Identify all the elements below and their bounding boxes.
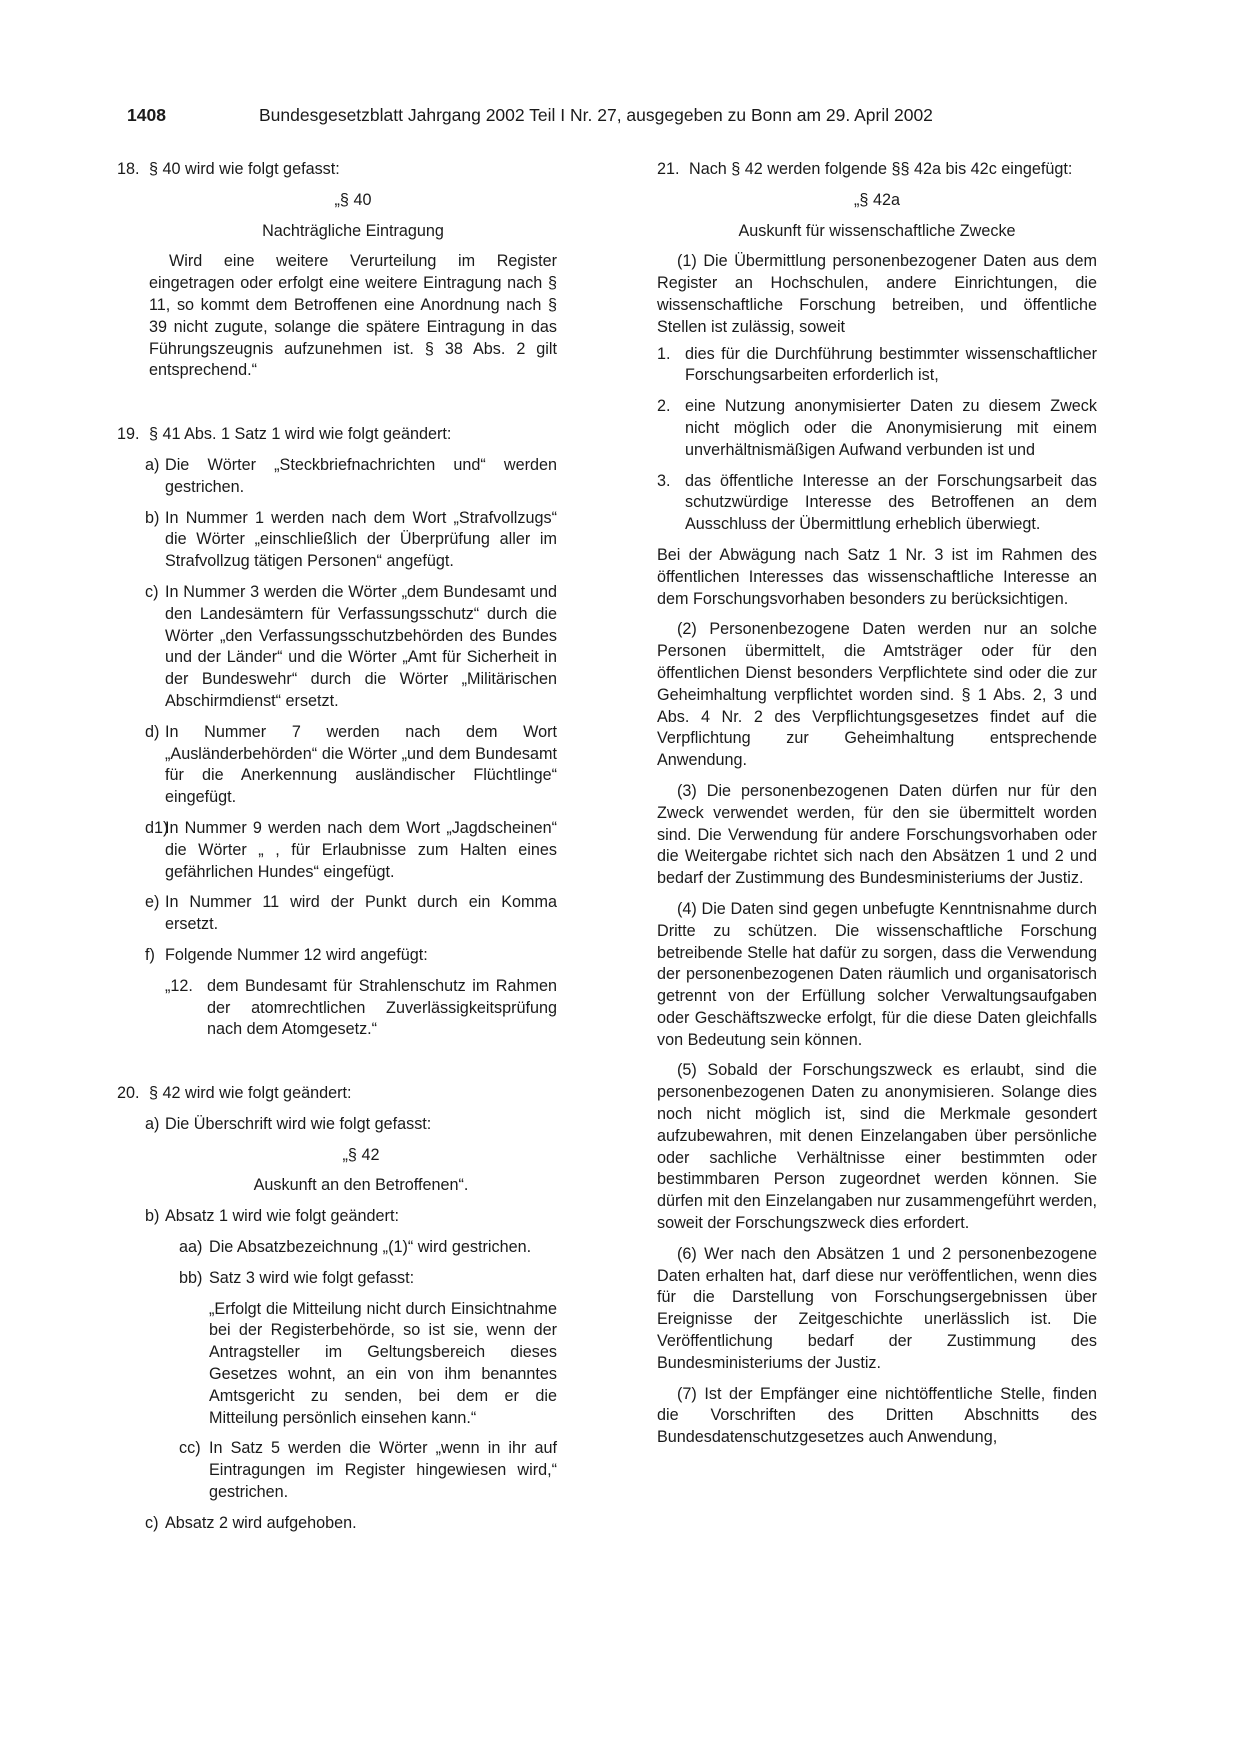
sub-item-mark: f) (145, 945, 155, 964)
sub-item-text: In Nummer 7 werden nach dem Wort „Ausländerbehörden“ die Wörter „und dem Bundesamt für die Anerkennung ausländischer Flüchtlinge“ eingefügt. (165, 722, 557, 807)
sub-item-text: Satz 3 wird wie folgt gefasst: (209, 1268, 415, 1287)
item-number: 18. (117, 160, 140, 178)
sub-item-text: Folgende Nummer 12 wird angefügt: (165, 945, 428, 964)
paragraph-7: (7) Ist der Empfänger eine nichtöffentliche Stelle, finden die Vorschriften des Dritten Abschnitts des Bundesdatenschutzgesetzes auch Anwendung, (657, 1384, 1097, 1447)
sub-item-text: Absatz 2 wird aufgehoben. (165, 1513, 357, 1532)
item-text: Nach § 42 werden folgende §§ 42a bis 42c eingefügt: (689, 160, 1073, 178)
paragraph-4: (4) Die Daten sind gegen unbefugte Kenntnisnahme durch Dritte zu schützen. Die wissenschaftliche Forschung betreibende Stelle hat dafür zu sorgen, dass die Verwendung der personenbezogenen Daten räumlich und organisatorisch getrennt von der Erfüllung solcher Verwaltungsaufgaben oder Geschäftszwecke erfolgt, für die diese Daten gleichfalls von Bedeutung sein können. (657, 899, 1097, 1049)
amendment-18 (117, 159, 557, 181)
section-title: Auskunft an den Betroffenen“. (253, 1176, 469, 1195)
sub-item-text: In Nummer 3 werden die Wörter „dem Bundesamt und den Landesämtern für Verfassungsschutz“ durch die Wörter „den Verfassungsschutzbehörden des Bundes und der Länder“ und die Wörter „Amt für Sicherheit in der Bundeswehr“ durch die Wörter „Militärischen Abschirmdienst“ ersetzt. (165, 582, 557, 710)
sub-item-mark: a) (145, 1114, 160, 1133)
sub-sub-item-bb (117, 1268, 557, 1290)
list-mark: 2. (657, 397, 671, 416)
item-number: 21. (657, 160, 680, 178)
right-column (657, 159, 1097, 1449)
list-text: das öffentliche Interesse an der Forschungsarbeit das schutzwürdige Interesse des Betroffenen an dem Ausschluss der Übermittlung erheblich überwiegt. (685, 471, 1097, 534)
sub-sub-item-aa (117, 1237, 557, 1259)
paragraph-6: (6) Wer nach den Absätzen 1 und 2 personenbezogene Daten erhalten hat, darf diese nur veröffentlichen, wenn dies für die Darstellung von Forschungsergebnissen über Ereignisse der Zeitgeschichte unerlässlich ist. Die Veröffentlichung bedarf der Zustimmung des Bundesministeriums der Justiz. (657, 1244, 1097, 1372)
section-heading: „§ 40 (334, 190, 372, 209)
list-item-3 (657, 471, 1097, 536)
list-item-2 (657, 396, 1097, 461)
sub-item-d1 (117, 818, 557, 883)
list-text: dem Bundesamt für Strahlenschutz im Rahmen der atomrechtlichen Zuverlässigkeitsprüfung nach dem Atomgesetz.“ (207, 976, 557, 1039)
page-header (127, 100, 987, 130)
section-heading: „§ 42a (854, 190, 900, 209)
item-number: 19. (117, 425, 140, 444)
list-item-1 (657, 344, 1097, 388)
section-title: Nachträgliche Eintragung (262, 221, 444, 240)
sub-item-a (117, 455, 557, 499)
list-text: dies für die Durchführung bestimmter wissenschaftlicher Forschungsarbeiten erforderlich ist, (685, 344, 1097, 385)
paragraph-2: (2) Personenbezogene Daten werden nur an solche Personen übermittelt, die Amtsträger oder für den öffentlichen Dienst besonders Verpflichtete sind oder die zur Geheimhaltung verpflichtet worden sind. § 1 Abs. 2, 3 und Abs. 4 Nr. 2 des Verpflichtungsgesetzes findet auf die Verpflichtung zur Geheimhaltung entsprechende Anwendung. (657, 620, 1097, 770)
sub-item-text: Absatz 1 wird wie folgt geändert: (165, 1207, 399, 1226)
item-text: § 40 wird wie folgt gefasst: (149, 160, 340, 178)
sub-item-text: Die Überschrift wird wie folgt gefasst: (165, 1114, 432, 1133)
sub-item-mark: b) (145, 508, 160, 527)
amendment-20 (117, 1083, 557, 1105)
amendment-19 (117, 424, 557, 446)
list-text: eine Nutzung anonymisierter Daten zu diesem Zweck nicht möglich oder die Anonymisierung mit einem unverhältnismäßigen Aufwand verbunden ist und (685, 397, 1097, 459)
quoted-sentence: „Erfolgt die Mitteilung nicht durch Einsichtnahme bei der Registerbehörde, so ist sie, wenn der Antragsteller im Geltungsbereich dieses Gesetzes wohnt, an ein von ihm benanntes Amtsgericht zu senden, bei dem er die Mitteilung persönlich einsehen kann.“ (209, 1299, 557, 1427)
left-column (117, 159, 557, 1535)
sub-item-e (117, 892, 557, 936)
paragraph-1-continuation: Bei der Abwägung nach Satz 1 Nr. 3 ist im Rahmen des öffentlichen Interesses das wissenschaftliche Interesse an dem Forschungsvorhaben besonders zu berücksichtigen. (657, 545, 1097, 608)
sub-item-mark: aa) (179, 1238, 203, 1257)
section-body: Wird eine weitere Verurteilung im Register eingetragen oder erfolgt eine weitere Eintragung nach § 11, so kommt dem Betroffenen eine Anordnung nach § 39 nicht zugute, solange die spätere Eintragung in das Führungszeugnis aufzunehmen ist. § 38 Abs. 2 gilt entsprechend.“ (149, 252, 557, 380)
sub-item-mark: d1) (145, 818, 169, 837)
item-text: § 42 wird wie folgt geändert: (149, 1084, 352, 1103)
sub-item-text: Die Wörter „Steckbriefnachrichten und“ werden gestrichen. (165, 455, 557, 496)
paragraph-1: (1) Die Übermittlung personenbezogener Daten aus dem Register an Hochschulen, andere Einrichtungen, die wissenschaftliche Forschung betreiben, und öffentliche Stellen ist zulässig, soweit (657, 252, 1097, 336)
sub-item-mark: a) (145, 455, 160, 474)
sub-item-text: In Satz 5 werden die Wörter „wenn in ihr auf Eintragungen im Register hingewiesen wird,“ gestrichen. (209, 1439, 557, 1502)
paragraph-5: (5) Sobald der Forschungszweck es erlaubt, sind die personenbezogenen Daten zu anonymisieren. Solange dies noch nicht möglich ist, sind die Merkmale gesondert aufzubewahren, mit denen Einzelangaben über persönliche oder sachliche Verhältnisse einer bestimmten oder bestimmbaren Person zugeordnet werden können. Sie dürfen mit den Einzelangaben nur zusammengeführt werden, soweit der Forschungszweck dies erfordert. (657, 1061, 1097, 1233)
list-mark: 1. (657, 344, 671, 363)
item-number: 20. (117, 1084, 140, 1103)
running-head: Bundesgesetzblatt Jahrgang 2002 Teil I Nr. 27, ausgegeben zu Bonn am 29. April 2002 (259, 105, 933, 125)
page-number: 1408 (127, 105, 166, 125)
sub-item-mark: d) (145, 722, 160, 741)
sub-item-c (117, 582, 557, 713)
new-number-12 (117, 976, 557, 1041)
sub-item-text: In Nummer 11 wird der Punkt durch ein Komma ersetzt. (165, 893, 557, 934)
sub-item-b (117, 1206, 557, 1228)
section-heading: „§ 42 (342, 1145, 380, 1164)
paragraph-3: (3) Die personenbezogenen Daten dürfen nur für den Zweck verwendet werden, für den sie übermittelt worden sind. Die Verwendung für andere Forschungsvorhaben oder die Weitergabe richtet sich nach den Absätzen 1 und 2 und bedarf der Zustimmung des Bundesministeriums der Justiz. (657, 781, 1097, 888)
sub-item-text: In Nummer 9 werden nach dem Wort „Jagdscheinen“ die Wörter „ , für Erlaubnisse zum Halten eines gefährlichen Hundes“ eingefügt. (165, 818, 557, 881)
sub-item-mark: b) (145, 1207, 160, 1226)
sub-item-mark: cc) (179, 1439, 201, 1458)
sub-item-mark: c) (145, 1513, 159, 1532)
sub-item-mark: c) (145, 582, 159, 601)
sub-item-b (117, 508, 557, 573)
sub-item-c (117, 1513, 557, 1535)
section-title: Auskunft für wissenschaftliche Zwecke (738, 221, 1016, 240)
list-mark: 3. (657, 471, 671, 490)
item-text: § 41 Abs. 1 Satz 1 wird wie folgt geändert: (149, 425, 452, 444)
sub-item-mark: e) (145, 893, 160, 912)
amendment-21 (657, 159, 1097, 181)
sub-sub-item-cc (117, 1438, 557, 1503)
sub-item-a (117, 1114, 557, 1136)
sub-item-f (117, 945, 557, 967)
list-mark: „12. (165, 976, 193, 995)
sub-item-d (117, 722, 557, 809)
sub-item-text: Die Absatzbezeichnung „(1)“ wird gestrichen. (209, 1238, 532, 1257)
sub-item-mark: bb) (179, 1268, 203, 1287)
sub-item-text: In Nummer 1 werden nach dem Wort „Strafvollzugs“ die Wörter „einschließlich der Überprüfung aller im Strafvollzug tätigen Personen“ angefügt. (165, 508, 557, 571)
